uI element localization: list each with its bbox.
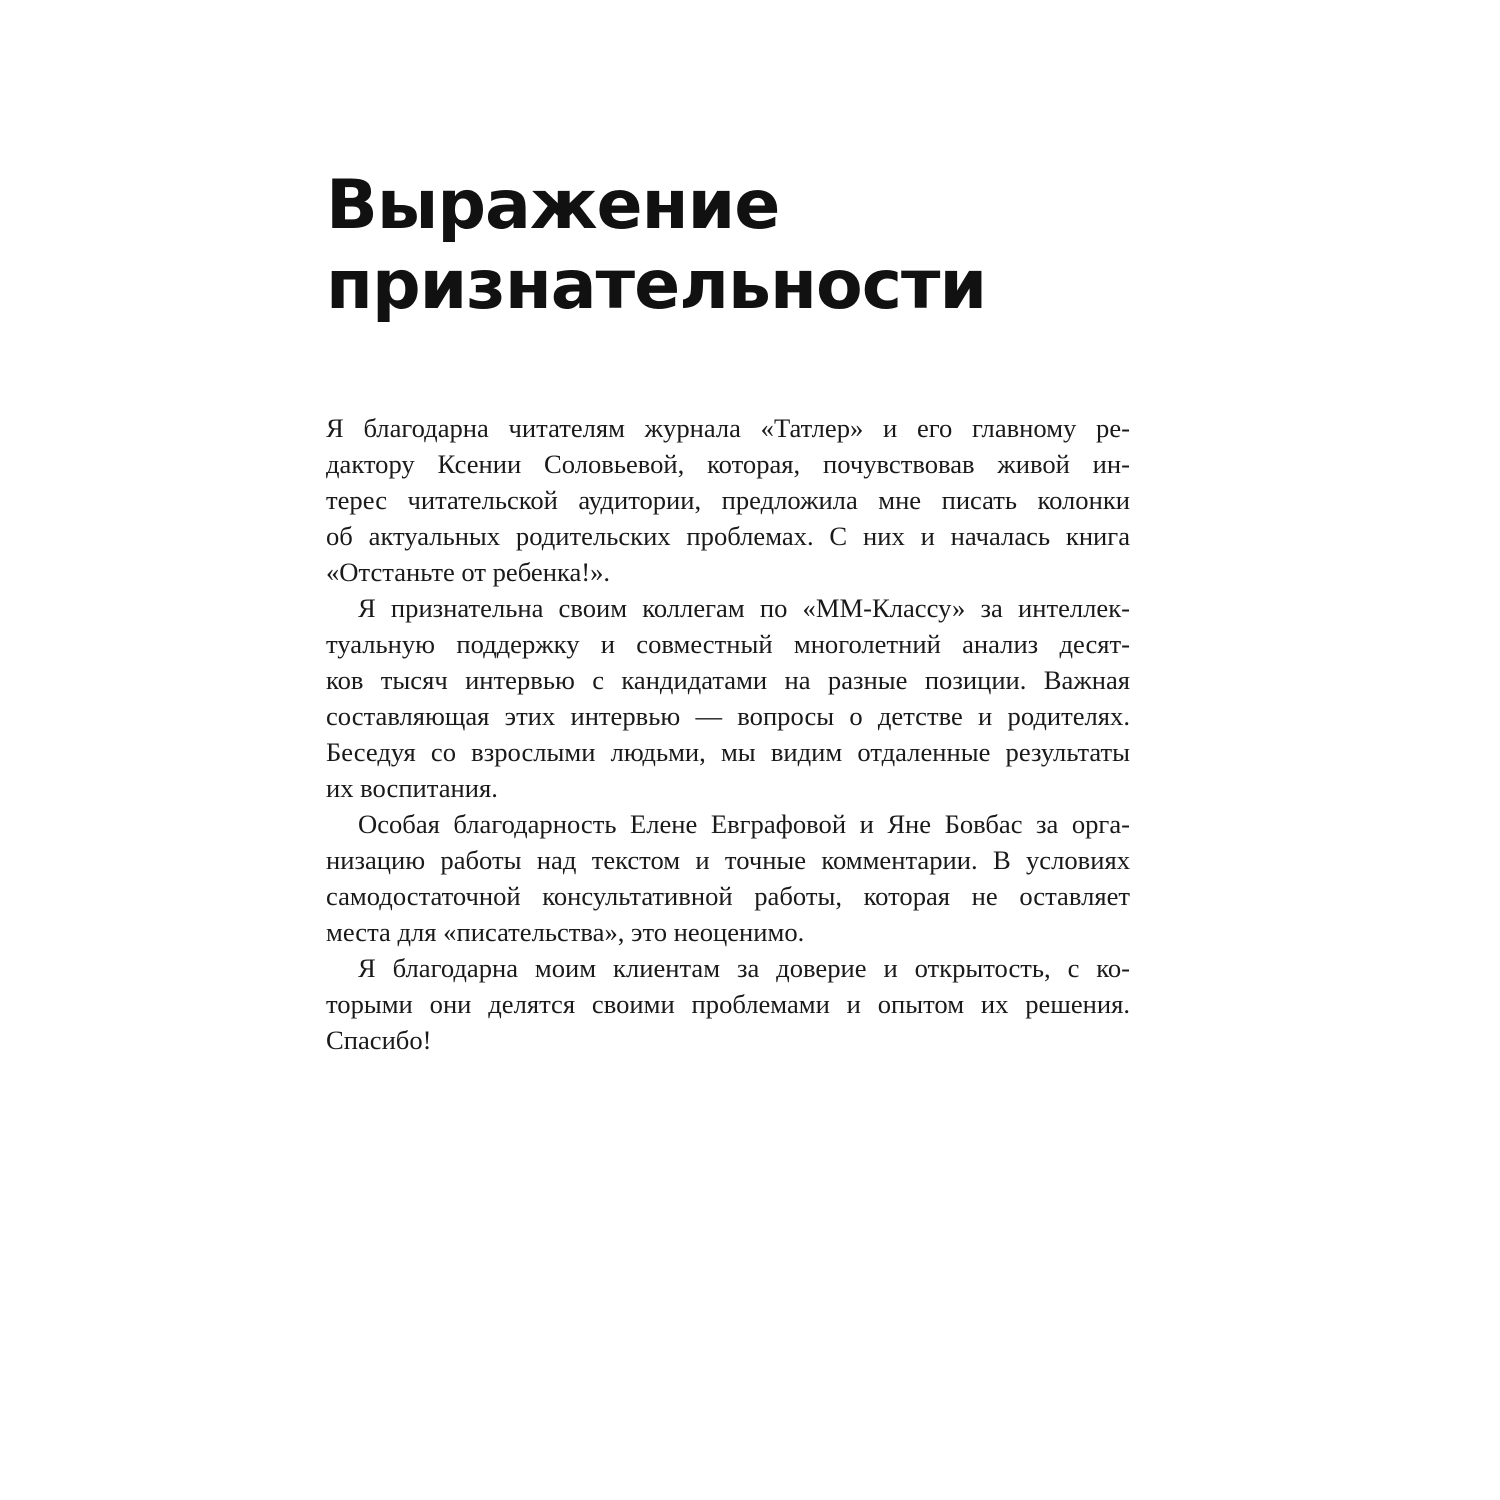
- text-line: их воспитания.: [326, 773, 498, 803]
- body-text: [326, 410, 1130, 1058]
- text-line: Я признательна своим коллегам по «ММ-Классу» за интеллек-: [358, 593, 1130, 623]
- chapter-title-line: признательности: [326, 246, 987, 325]
- paragraph: [326, 410, 1130, 590]
- text-line: Беседуя со взрослыми людьми, мы видим отдаленные результаты: [326, 737, 1130, 767]
- text-line: «Отстаньте от ребенка!».: [326, 557, 611, 587]
- paragraph: [326, 806, 1130, 950]
- chapter-title: [326, 166, 1146, 326]
- paragraph: [326, 950, 1130, 1058]
- text-line: торыми они делятся своими проблемами и опытом их решения.: [326, 989, 1130, 1019]
- chapter-title-line: Выражение: [326, 166, 780, 245]
- text-line: ков тысяч интервью с кандидатами на разные позиции. Важная: [326, 665, 1130, 695]
- text-line: места для «писательства», это неоценимо.: [326, 917, 805, 947]
- text-line: составляющая этих интервью — вопросы о детстве и родителях.: [326, 701, 1130, 731]
- text-line: об актуальных родительских проблемах. С них и началась книга: [326, 521, 1130, 551]
- text-line: Особая благодарность Елене Евграфовой и Яне Бовбас за орга-: [358, 809, 1130, 839]
- text-line: самодостаточной консультативной работы, которая не оставляет: [326, 881, 1130, 911]
- text-line: Я благодарна читателям журнала «Татлер» и его главному ре-: [326, 413, 1130, 443]
- paragraph: [326, 590, 1130, 806]
- text-line: Спасибо!: [326, 1025, 432, 1055]
- text-line: терес читательской аудитории, предложила мне писать колонки: [326, 485, 1130, 515]
- text-line: Я благодарна моим клиентам за доверие и открытость, с ко-: [358, 953, 1130, 983]
- text-line: дактору Ксении Соловьевой, которая, почувствовав живой ин-: [326, 449, 1130, 479]
- text-line: туальную поддержку и совместный многолетний анализ десят-: [326, 629, 1130, 659]
- text-line: низацию работы над текстом и точные комментарии. В условиях: [326, 845, 1130, 875]
